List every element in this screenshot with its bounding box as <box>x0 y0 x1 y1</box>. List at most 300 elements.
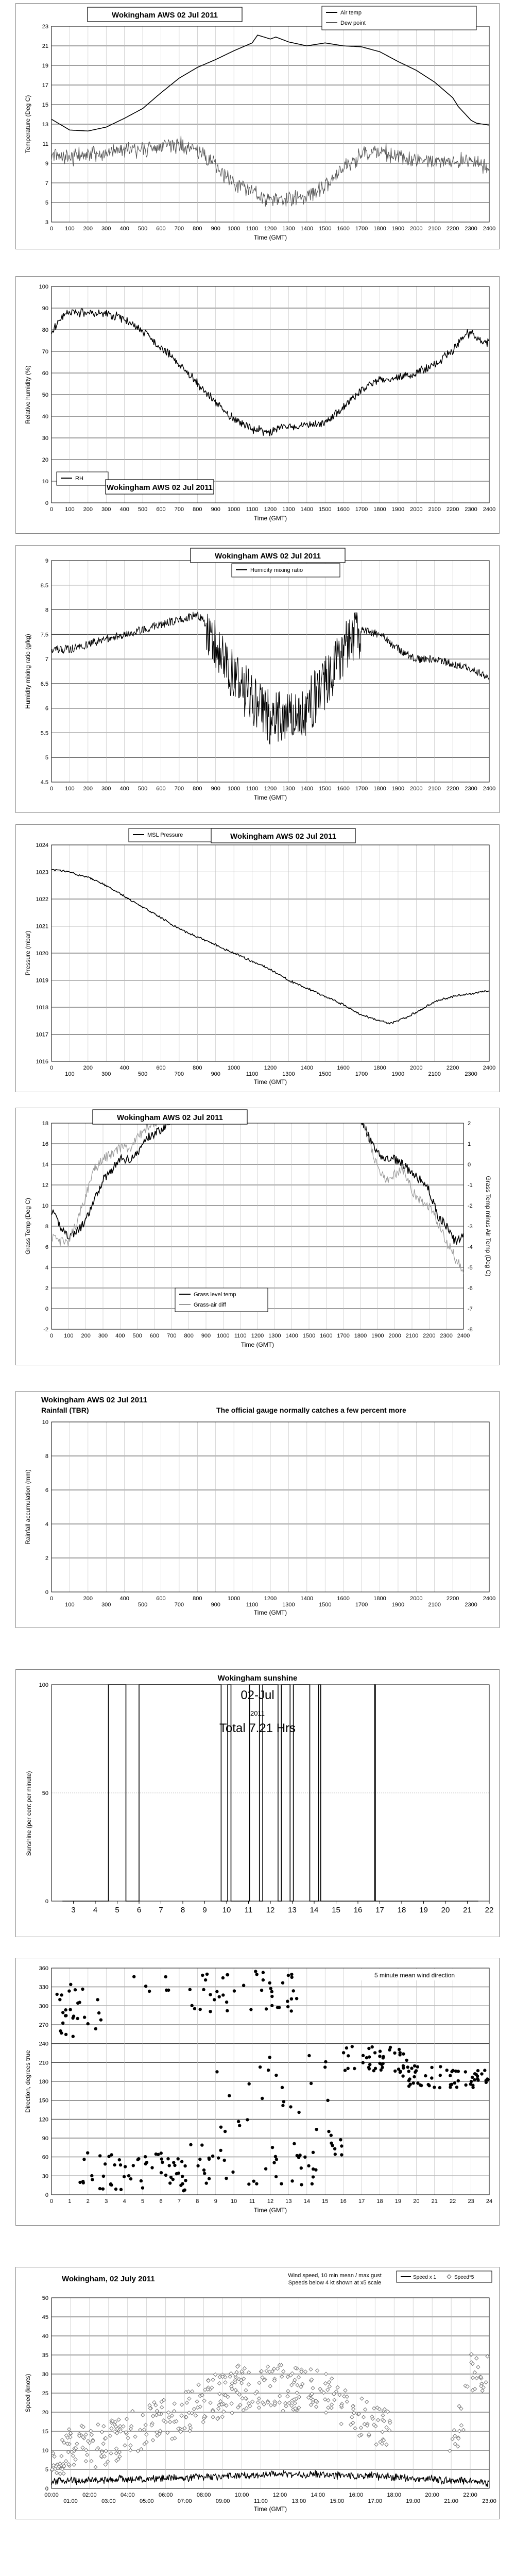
scatter-point <box>181 2182 184 2185</box>
scatter-point <box>473 2078 476 2081</box>
scatter-point <box>183 2164 186 2167</box>
scatter-point <box>144 1985 147 1988</box>
scatter-point <box>342 2051 345 2054</box>
scatter-point <box>219 2126 222 2129</box>
scatter-point <box>270 1990 273 1993</box>
x-tick-label: 1500 <box>302 1333 316 1339</box>
legend <box>175 1288 268 1312</box>
scatter-point <box>368 2067 371 2070</box>
legend <box>322 6 476 30</box>
scatter-point <box>480 2072 483 2075</box>
y-tick-label: 210 <box>39 2060 48 2066</box>
scatter-point <box>56 1993 59 1996</box>
scatter-point <box>87 2022 90 2025</box>
scatter-point <box>98 2187 101 2190</box>
x-tick-label: 2300 <box>465 786 477 792</box>
scatter-point <box>451 2069 454 2072</box>
scatter-point <box>476 2075 479 2078</box>
scatter-point <box>402 2066 405 2070</box>
x-tick-label: 1200 <box>251 1333 264 1339</box>
scatter-point <box>296 2154 299 2157</box>
scatter-point <box>168 2164 171 2167</box>
y-tick-label: 3 <box>45 219 48 226</box>
scatter-point <box>233 1989 236 1992</box>
y-tick-label: 0 <box>45 2192 48 2198</box>
scatter-point <box>407 2070 410 2073</box>
scatter-point <box>209 1993 212 1996</box>
y-tick-label: 4 <box>45 1521 48 1528</box>
x-tick-label: 2200 <box>446 1596 459 1602</box>
scatter-point <box>150 2166 153 2169</box>
scatter-point <box>412 2081 415 2084</box>
scatter-point <box>208 2177 211 2180</box>
scatter-point <box>281 2086 284 2089</box>
scatter-point <box>217 2156 220 2159</box>
scatter-point <box>254 1970 257 1973</box>
scatter-point <box>144 2155 147 2158</box>
y-tick-label: 90 <box>42 2136 48 2142</box>
x-tick-label: 20:00 <box>425 2492 439 2498</box>
x-tick-label: 11 <box>249 2198 255 2205</box>
sunshine-chart-panel <box>15 1669 500 1937</box>
x-tick-label: 09:00 <box>215 2498 230 2504</box>
x-tick-label: 500 <box>138 1071 148 1077</box>
y-tick-label: 45 <box>42 2314 48 2320</box>
x-tick-label: 2100 <box>405 1333 419 1339</box>
x-tick-label: 900 <box>211 506 220 513</box>
x-tick-label: 7 <box>159 1906 163 1914</box>
x-tick-label: 1500 <box>319 226 332 232</box>
x-tick-label: 1500 <box>319 1071 332 1077</box>
x-tick-label: 1600 <box>320 1333 333 1339</box>
scatter-point <box>215 2070 218 2073</box>
x-tick-label: 10:00 <box>234 2492 249 2498</box>
x-tick-label: 14 <box>310 1906 319 1914</box>
scatter-point <box>473 2072 476 2075</box>
y-axis-label: Direction, degrees true <box>24 2050 31 2113</box>
scatter-point <box>430 2066 433 2069</box>
scatter-point <box>362 2061 365 2064</box>
scatter-point <box>260 1989 263 1992</box>
y-tick-label: 0 <box>45 1589 48 1596</box>
scatter-point <box>419 2083 422 2087</box>
x-tick-label: 13:00 <box>291 2498 306 2504</box>
scatter-point <box>184 2179 187 2182</box>
scatter-point <box>427 2083 430 2086</box>
x-tick-label: 1400 <box>300 506 314 513</box>
y-tick-label: 4.5 <box>40 779 48 786</box>
scatter-point <box>261 2097 264 2100</box>
scatter-point <box>398 2048 401 2051</box>
scatter-point <box>191 2004 194 2007</box>
chart-title: Wokingham AWS 02 Jul 2011 <box>117 1113 223 1122</box>
y-tick-label: 10 <box>42 1419 48 1426</box>
x-tick-label: 10 <box>222 1906 231 1914</box>
scatter-point <box>204 1978 207 1981</box>
scatter-point <box>397 2067 400 2071</box>
scatter-point <box>293 2142 296 2145</box>
scatter-point <box>402 2053 405 2056</box>
scatter-point <box>169 2176 173 2179</box>
x-tick-label: 17 <box>375 1906 384 1914</box>
x-tick-label: 02:00 <box>82 2492 97 2498</box>
x-tick-label: 2300 <box>465 226 477 232</box>
x-tick-label: 2400 <box>483 506 496 513</box>
x-tick-label: 0 <box>49 1596 54 1602</box>
wind-direction-chart <box>15 1958 500 2226</box>
x-tick-label: 1400 <box>300 226 314 232</box>
x-tick-label: 1900 <box>391 226 405 232</box>
y2-tick-label: 1 <box>468 1141 471 1147</box>
x-axis-label: Time (GMT) <box>241 1341 274 1348</box>
scatter-point <box>255 2182 258 2185</box>
scatter-point <box>334 2153 337 2156</box>
scatter-point <box>378 2062 381 2065</box>
x-tick-label: 19 <box>394 2198 402 2205</box>
scatter-point <box>226 2009 229 2012</box>
x-tick-label: 0 <box>49 1333 54 1339</box>
x-tick-label: 900 <box>211 786 220 792</box>
humidity-chart <box>15 276 500 534</box>
scatter-point <box>295 1997 298 2000</box>
y-tick-label: 5 <box>45 755 48 761</box>
chart-title: Wokingham sunshine <box>217 1674 298 1683</box>
x-tick-label: 2400 <box>483 226 496 232</box>
x-tick-label: 8 <box>180 1906 185 1914</box>
x-tick-label: 00:00 <box>44 2492 59 2498</box>
x-tick-label: 1700 <box>355 1071 368 1077</box>
x-tick-label: 4 <box>123 2198 126 2205</box>
scatter-point <box>76 2002 79 2005</box>
scatter-point <box>393 2052 396 2055</box>
x-tick-label: 2000 <box>410 506 423 513</box>
x-tick-label: 2300 <box>465 1602 477 1608</box>
y-tick-label: 1018 <box>36 1005 48 1011</box>
x-tick-label: 5 <box>115 1906 119 1914</box>
x-tick-label: 900 <box>211 1071 220 1077</box>
scatter-point <box>166 2157 169 2160</box>
y-tick-label: 360 <box>39 1965 48 1972</box>
scatter-point <box>407 2079 410 2082</box>
x-tick-label: 300 <box>101 786 111 792</box>
scatter-point <box>307 2164 310 2167</box>
x-axis-label: Time (GMT) <box>253 234 287 241</box>
y-tick-label: 8 <box>45 1224 48 1230</box>
x-tick-label: 1600 <box>337 1596 350 1602</box>
scatter-point <box>205 1973 209 1976</box>
y-tick-label: 1019 <box>36 977 48 984</box>
x-tick-label: 700 <box>174 506 184 513</box>
temperature-chart <box>15 3 500 249</box>
legend-label: Grass level temp <box>194 1292 236 1298</box>
scatter-point <box>132 1975 135 1978</box>
scatter-point <box>219 2149 222 2152</box>
scatter-point <box>208 2158 211 2161</box>
x-tick-label: 2000 <box>410 1596 423 1602</box>
x-tick-label: 2400 <box>457 1333 470 1339</box>
pressure-chart-panel <box>15 824 500 1092</box>
scatter-point <box>213 1998 216 2001</box>
x-tick-label: 300 <box>101 506 111 513</box>
scatter-point <box>68 2008 72 2011</box>
x-tick-label: 1300 <box>268 1333 281 1339</box>
scatter-point <box>124 2165 127 2168</box>
scatter-point <box>470 2080 473 2083</box>
scatter-point <box>445 2069 449 2072</box>
scatter-point <box>86 2151 89 2155</box>
grass-temp-chart-panel <box>15 1108 500 1365</box>
x-tick-label: 11 <box>244 1906 253 1914</box>
chart-frame <box>16 825 500 1092</box>
scatter-point <box>123 2175 126 2178</box>
scatter-point <box>181 2175 184 2178</box>
x-tick-label: 600 <box>156 506 166 513</box>
x-tick-label: 2100 <box>428 1071 441 1077</box>
y-tick-label: 180 <box>39 2079 48 2085</box>
scatter-point <box>393 2070 397 2073</box>
scatter-point <box>91 2178 94 2181</box>
y-tick-label: 8 <box>45 607 48 614</box>
y-tick-label: 1017 <box>36 1031 48 1038</box>
scatter-point <box>347 2067 350 2070</box>
x-tick-label: 2200 <box>446 1065 459 1071</box>
scatter-point <box>252 2180 255 2183</box>
scatter-point <box>165 1989 168 1992</box>
x-tick-label: 1400 <box>300 1065 314 1071</box>
y-tick-label: 60 <box>42 370 48 377</box>
x-tick-label: 1500 <box>319 1602 332 1608</box>
scatter-point <box>224 2130 227 2133</box>
y2-tick-label: -1 <box>468 1182 473 1189</box>
x-tick-label: 1 <box>68 2198 72 2205</box>
scatter-point <box>202 1988 205 1991</box>
x-tick-label: 700 <box>174 786 184 792</box>
scatter-point <box>177 2157 180 2160</box>
x-tick-label: 6 <box>159 2198 163 2205</box>
rainfall-chart <box>15 1391 500 1628</box>
y-tick-label: 10 <box>42 2448 48 2454</box>
x-tick-label: 17 <box>358 2198 365 2205</box>
scatter-point <box>280 2182 283 2185</box>
x-tick-label: 400 <box>115 1333 125 1339</box>
scatter-point <box>72 2035 75 2038</box>
scatter-point <box>399 2071 402 2074</box>
x-tick-label: 900 <box>211 1602 220 1608</box>
scatter-point <box>379 2049 382 2053</box>
legend-label: Dew point <box>340 20 366 26</box>
x-tick-label: 18 <box>397 1906 406 1914</box>
x-tick-label: 01:00 <box>63 2498 78 2504</box>
scatter-point <box>183 2189 186 2192</box>
scatter-point <box>262 1978 265 1981</box>
scatter-point <box>109 2183 112 2186</box>
y-tick-label: 50 <box>42 1790 48 1797</box>
x-tick-label: 700 <box>167 1333 177 1339</box>
y-tick-label: 25 <box>42 2391 48 2397</box>
legend-label: Grass-air diff <box>194 1302 226 1308</box>
y-tick-label: 40 <box>42 2333 48 2340</box>
scatter-point <box>378 2055 381 2058</box>
scatter-point <box>60 1993 63 1996</box>
mixing-ratio-chart <box>15 545 500 813</box>
scatter-point <box>180 2160 183 2163</box>
x-tick-label: 16 <box>340 2198 347 2205</box>
x-tick-label: 24 <box>486 2198 493 2205</box>
scatter-point <box>74 1988 77 1991</box>
scatter-point <box>289 2105 292 2108</box>
scatter-point <box>286 2005 289 2008</box>
x-tick-label: 6 <box>136 1906 142 1914</box>
x-tick-label: 1300 <box>282 1071 295 1077</box>
scatter-point <box>312 2151 315 2154</box>
scatter-point <box>268 2056 271 2059</box>
x-tick-label: 1800 <box>354 1333 367 1339</box>
scatter-point <box>401 2074 404 2077</box>
legend-label: Humidity mixing ratio <box>250 567 303 573</box>
humidity-chart-panel <box>15 276 500 534</box>
scatter-point <box>175 2172 178 2175</box>
wind-direction-chart-panel <box>15 1958 500 2226</box>
x-tick-label: 1700 <box>355 226 368 232</box>
x-tick-label: 12 <box>267 2198 274 2205</box>
x-tick-label: 3 <box>105 2198 108 2205</box>
legend-label: Air temp <box>340 10 362 16</box>
scatter-point <box>209 2010 212 2013</box>
x-tick-label: 1900 <box>391 1602 405 1608</box>
scatter-point <box>242 1984 245 1987</box>
scatter-point <box>433 2086 436 2089</box>
scatter-point <box>114 2188 117 2191</box>
scatter-point <box>303 2156 306 2159</box>
y2-axis-label: Grass Temp minus Air Temp (Deg C) <box>485 1176 492 1277</box>
scatter-point <box>344 2069 347 2072</box>
y-tick-label: 1023 <box>36 869 48 876</box>
x-tick-label: 800 <box>193 1596 202 1602</box>
scatter-point <box>290 1997 293 2001</box>
y-axis-label: Rainfall accumulation (mm) <box>24 1469 31 1545</box>
y-axis-label: Relative humidity (%) <box>24 365 31 424</box>
scatter-point <box>113 2163 116 2166</box>
x-tick-label: 9 <box>202 1906 207 1914</box>
x-tick-label: 2200 <box>446 226 459 232</box>
x-tick-label: 0 <box>49 1065 54 1071</box>
scatter-point <box>221 1976 225 1979</box>
scatter-point <box>455 2086 458 2089</box>
x-tick-label: 400 <box>119 786 129 792</box>
x-tick-label: 600 <box>156 1596 166 1602</box>
y-tick-label: 12 <box>42 1182 48 1189</box>
scatter-point <box>140 2179 143 2182</box>
x-tick-label: 2000 <box>410 1065 423 1071</box>
x-tick-label: 1900 <box>371 1333 384 1339</box>
x-tick-label: 800 <box>193 506 202 513</box>
scatter-point <box>81 1988 84 1991</box>
scatter-point <box>413 2064 416 2067</box>
x-tick-label: 0 <box>49 2198 54 2205</box>
x-tick-label: 08:00 <box>196 2492 211 2498</box>
wind-speed-chart-panel <box>15 2267 500 2519</box>
x-tick-label: 21 <box>463 1906 472 1914</box>
grass-temp-chart <box>15 1108 500 1365</box>
y2-tick-label: -6 <box>468 1285 473 1292</box>
y-tick-label: 14 <box>42 1162 48 1168</box>
scatter-point <box>330 2134 333 2137</box>
x-tick-label: 04:00 <box>121 2492 135 2498</box>
scatter-point <box>144 2162 147 2165</box>
y-tick-label: 9 <box>45 558 48 564</box>
y2-tick-label: -4 <box>468 1244 473 1250</box>
scatter-point <box>129 2177 132 2180</box>
y-tick-label: 23 <box>42 24 48 30</box>
scatter-point <box>193 2007 196 2010</box>
y-tick-label: 100 <box>39 1682 48 1688</box>
x-tick-label: 06:00 <box>158 2492 173 2498</box>
y-tick-label: 11 <box>42 141 48 147</box>
x-tick-label: 0 <box>49 786 54 792</box>
x-tick-label: 100 <box>65 226 75 232</box>
x-axis-label: Time (GMT) <box>253 1078 287 1086</box>
x-tick-label: 200 <box>83 786 93 792</box>
y-tick-label: 50 <box>42 392 48 398</box>
y-tick-label: 80 <box>42 327 48 333</box>
y-tick-label: 5 <box>45 2467 48 2473</box>
scatter-point <box>119 2163 122 2166</box>
chart-title: Wokingham AWS 02 Jul 2011 <box>107 483 213 492</box>
scatter-point <box>173 2164 176 2167</box>
scatter-point <box>265 2007 268 2010</box>
x-tick-label: 200 <box>83 506 93 513</box>
x-tick-label: 20 <box>441 1906 450 1914</box>
scatter-point <box>371 2045 374 2048</box>
scatter-point <box>276 2006 279 2009</box>
scatter-point <box>274 2155 277 2158</box>
x-tick-label: 21:00 <box>444 2498 458 2504</box>
x-tick-label: 18 <box>376 2198 383 2205</box>
scatter-point <box>439 2065 442 2068</box>
x-tick-label: 2300 <box>440 1333 453 1339</box>
scatter-point <box>345 2046 348 2049</box>
scatter-point <box>405 2059 408 2062</box>
x-tick-label: 03:00 <box>101 2498 116 2504</box>
chart-title: Wokingham AWS 02 Jul 2011 <box>215 552 321 561</box>
x-tick-label: 2000 <box>410 786 423 792</box>
y-tick-label: 1022 <box>36 896 48 903</box>
scatter-point <box>439 2074 442 2077</box>
scatter-point <box>449 2074 452 2077</box>
scatter-point <box>340 2153 343 2156</box>
x-tick-label: 500 <box>132 1333 142 1339</box>
y-tick-label: 7.5 <box>40 632 48 638</box>
x-axis-label: Time (GMT) <box>253 515 287 522</box>
scatter-point <box>362 2054 365 2057</box>
scatter-point <box>323 2065 327 2069</box>
x-tick-label: 4 <box>93 1906 98 1914</box>
scatter-point <box>286 1999 289 2003</box>
y-tick-label: 15 <box>42 102 48 108</box>
scatter-point <box>430 2076 433 2079</box>
scatter-point <box>454 2070 457 2073</box>
scatter-point <box>290 1973 293 1976</box>
y-axis-label: Temperature (Deg C) <box>24 95 31 154</box>
scatter-point <box>96 1998 99 2001</box>
x-tick-label: 5 <box>141 2198 145 2205</box>
scatter-point <box>424 2074 427 2077</box>
scatter-point <box>262 1971 265 1974</box>
y-tick-label: 50 <box>42 2295 48 2301</box>
scatter-point <box>164 2174 167 2177</box>
x-tick-label: 700 <box>174 1071 184 1077</box>
x-axis-label: Time (GMT) <box>253 794 287 801</box>
